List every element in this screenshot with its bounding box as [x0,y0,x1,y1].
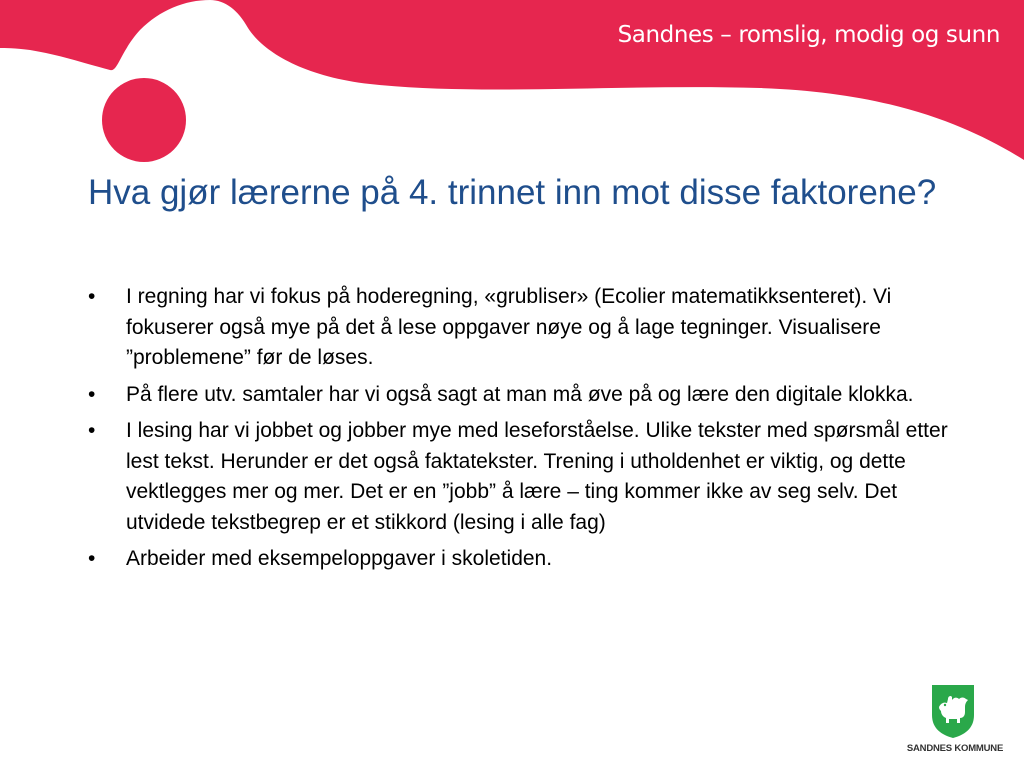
bullet-item [88,416,948,538]
bullet-text: I regning har vi fokus på hoderegning, «grubliser» (Ecolier matematikksenteret). Vi fokuserer også mye på det å lese oppgaver nøye og å lage tegninger. Visualisere ”problemene” før de løses. [126,285,892,369]
slogan: Sandnes – romslig, modig og sunn [617,22,1000,48]
bullet-item [88,282,948,374]
header-dot [102,78,186,162]
sandnes-kommune-logo [896,683,1014,761]
logo-text: SANDNES KOMMUNE [906,743,1004,754]
bullet-marker: • [88,382,96,406]
bullet-item [88,544,948,575]
camel-shield-icon [930,683,976,739]
bullet-text: I lesing har vi jobbet og jobber mye med leseforståelse. Ulike tekster med spørsmål etter lest tekst. Herunder er det også faktatekster. Trening i utholdenhet er viktig, og dette vektlegges mer og mer. Det er en ”jobb” å lære – ting kommer ikke av seg selv. Det utvidede tekstbegrep er et stikkord (lesing i alle fag) [126,419,948,534]
bullet-marker: • [88,285,96,308]
bullet-item [88,380,948,411]
bullet-marker: • [88,419,96,442]
slide-title: Hva gjør lærerne på 4. trinnet inn mot disse faktorene? [88,173,937,212]
bullet-marker: • [88,547,96,570]
bullet-text: På flere utv. samtaler har vi også sagt at man må øve på og lære den digitale klokka. [126,382,914,406]
bullet-list [88,282,948,581]
bullet-text: Arbeider med eksempeloppgaver i skoletiden. [126,547,553,570]
